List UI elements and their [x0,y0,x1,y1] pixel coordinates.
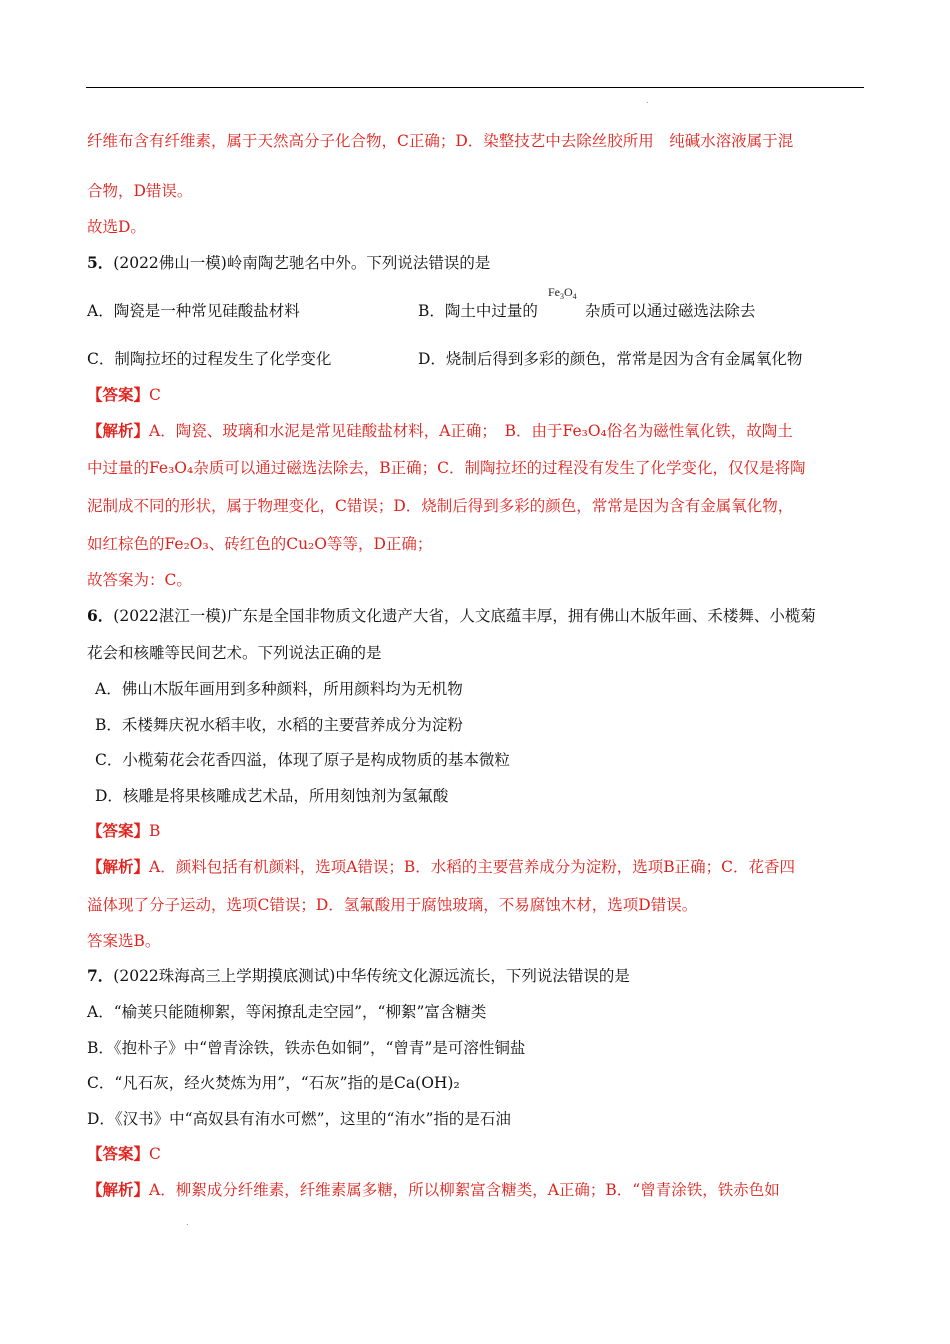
footer-dot: . [186,1218,189,1227]
question-stem: (2022湛江一模)广东是全国非物质文化遗产大省，人文底蕴丰厚，拥有佛山木版年画、禾楼舞、小榄菊 [113,607,816,625]
fe3o4-formula: $Fe_3O_4$ [548,285,577,301]
option-b: B．《抱朴子》中“曾青涂铁，铁赤色如铜”，“曾青”是可溶性铜盐 [87,1039,526,1057]
text-line: 纤维布含有纤维素，属于天然高分子化合物，C正确；D．染整技艺中去除丝胶所用 纯碱水溶液属于混 [87,132,794,150]
option-b: B．禾楼舞庆祝水稻丰收，水稻的主要营养成分为淀粉 [95,716,463,734]
question-stem-cont: 花会和核雕等民间艺术。下列说法正确的是 [87,644,382,662]
explanation-line: 泥制成不同的形状，属于物理变化，C错误；D．烧制后得到多彩的颜色，常常是因为含有金属氧化物， [87,497,794,515]
answer-value: C [149,1145,161,1163]
question-number: 5． [87,253,114,272]
answer-line [87,821,160,841]
explanation-tag: 【解析】 [87,857,150,876]
question-stem: (2022佛山一模)岭南陶艺驰名中外。下列说法错误的是 [113,254,491,272]
text-line: 合物，D错误。 [87,182,193,200]
explanation-text: A．柳絮成分纤维素，纤维素属多糖，所以柳絮富含糖类，A正确；B．“曾青涂铁，铁赤色如 [149,1181,780,1199]
option-c: C．小榄菊花会花香四溢，体现了原子是构成物质的基本微粒 [95,751,510,769]
explanation-line: 中过量的Fe₃O₄杂质可以通过磁选法除去，B正确；C．制陶拉坯的过程没有发生了化学变化，仅仅是将陶 [87,459,806,477]
option-d: D．烧制后得到多彩的颜色，常常是因为含有金属氧化物 [418,350,803,368]
question-number: 6． [87,606,114,625]
answer-value: C [149,386,161,404]
question-7 [87,966,630,986]
option-c: C．“凡石灰，经火焚炼为用”，“石灰”指的是Ca(OH)₂ [87,1074,460,1092]
explanation-text: A．陶瓷、玻璃和水泥是常见硅酸盐材料，A正确； B．由于Fe₃O₄俗名为磁性氧化铁，故陶土 [149,422,793,440]
option-d: D．核雕是将果核雕成艺术品，所用刻蚀剂为氢氟酸 [95,787,449,805]
option-a: A．佛山木版年画用到多种颜料，所用颜料均为无机物 [95,680,463,698]
explanation-line [87,1180,780,1200]
explanation-line: 答案选B。 [87,932,161,950]
answer-line [87,385,161,405]
option-b-post: 杂质可以通过磁选法除去 [584,302,756,320]
answer-tag: 【答案】 [87,1144,150,1163]
option-b [418,301,755,321]
answer-value: B [149,822,161,840]
explanation-text: A．颜料包括有机颜料，选项A错误；B．水稻的主要营养成分为淀粉，选项B正确；C．花香四 [149,858,796,876]
answer-line [87,1144,161,1164]
explanation-tag: 【解析】 [87,1180,150,1199]
explanation-line: 溢体现了分子运动，选项C错误；D．氢氟酸用于腐蚀玻璃，不易腐蚀木材，选项D错误。 [87,896,698,914]
text-line: 故选D。 [87,218,146,236]
option-b-pre: B．陶土中过量的 [418,302,538,320]
explanation-line: 故答案为：C。 [87,571,192,589]
header-rule [86,87,864,88]
explanation-line [87,857,795,877]
answer-tag: 【答案】 [87,821,150,840]
option-a: A．陶瓷是一种常见硅酸盐材料 [87,302,300,320]
option-a: A．“榆荚只能随柳絮，等闲撩乱走空园”，“柳絮”富含糖类 [87,1003,487,1021]
question-stem: (2022珠海高三上学期摸底测试)中华传统文化源远流长，下列说法错误的是 [113,967,630,985]
answer-tag: 【答案】 [87,385,150,404]
explanation-tag: 【解析】 [87,421,150,440]
option-d: D．《汉书》中“高奴县有洧水可燃”，这里的“洧水”指的是石油 [87,1110,511,1128]
question-6 [87,606,816,626]
question-number: 7． [87,966,114,985]
explanation-line [87,421,793,441]
header-dot: . [646,96,649,105]
explanation-line: 如红棕色的Fe₂O₃、砖红色的Cu₂O等等，D正确； [87,535,433,553]
option-c: C．制陶拉坯的过程发生了化学变化 [87,350,332,368]
question-5 [87,253,490,273]
